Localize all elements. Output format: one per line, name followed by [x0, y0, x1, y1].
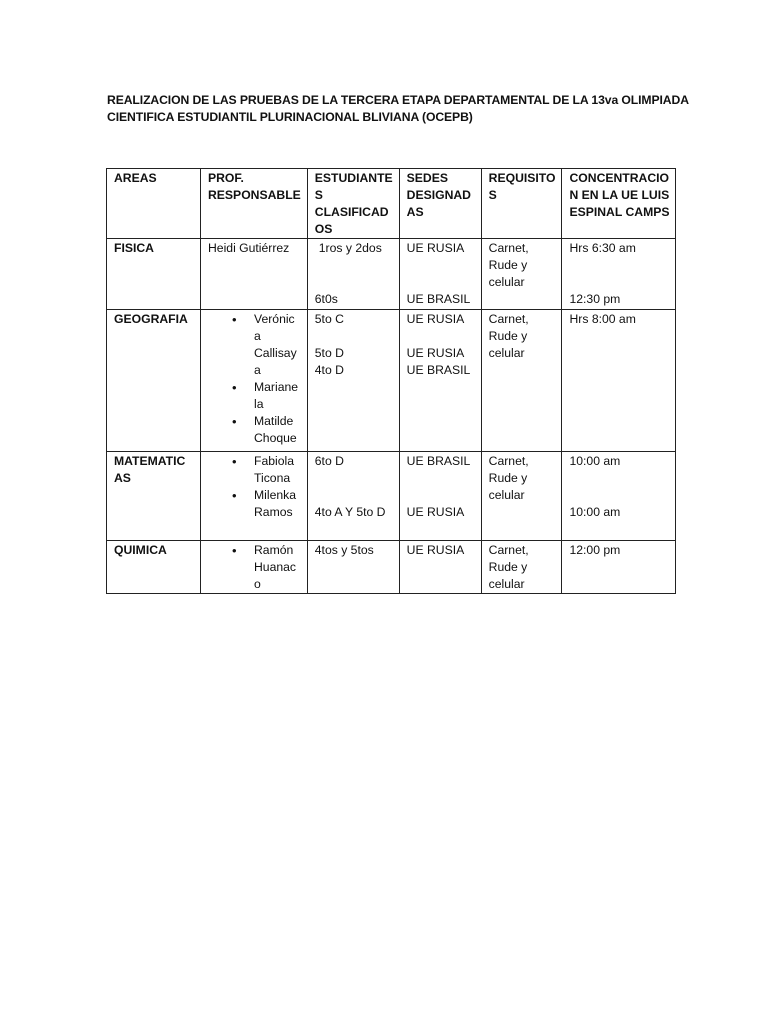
table-row: [107, 310, 676, 452]
list-item: • Fabiola Ticona: [232, 453, 290, 487]
sedes-cell: UE RUSIA UE BRASIL: [399, 239, 481, 310]
header-row: [107, 169, 676, 239]
header-requisitos: REQUISITO S: [481, 169, 562, 239]
prof-list: [208, 311, 301, 447]
estudiantes-cell: 4tos y 5tos: [307, 541, 399, 594]
list-item: • Mariane la: [232, 379, 290, 413]
prof-cell: Heidi Gutiérrez: [201, 239, 308, 310]
prof-cell: [201, 452, 308, 541]
estudiantes-cell: 5to C 5to D 4to D: [307, 310, 399, 452]
concentracion-cell: 12:00 pm: [562, 541, 676, 594]
title-line-2: CIENTIFICA ESTUDIANTIL PLURINACIONAL BLIVIANA (OCEPB): [107, 110, 473, 124]
requisitos-cell: Carnet, Rude y celular: [481, 239, 562, 310]
requisitos-cell: Carnet, Rude y celular: [481, 310, 562, 452]
title-line-1: REALIZACION DE LAS PRUEBAS DE LA TERCERA ETAPA DEPARTAMENTAL DE LA 13va OLIMPIADA: [107, 93, 689, 107]
document-title: [107, 92, 687, 126]
area-cell: QUIMICA: [107, 541, 201, 594]
header-concentracion: CONCENTRACIO N EN LA UE LUIS ESPINAL CAMPS: [562, 169, 676, 239]
sedes-cell: UE BRASIL UE RUSIA: [399, 452, 481, 541]
concentracion-cell: 10:00 am 10:00 am: [562, 452, 676, 541]
list-item: • Matilde Choque: [232, 413, 290, 447]
table-row: [107, 239, 676, 310]
list-item: • Ramón Huanac o: [232, 542, 290, 593]
header-estudiantes: ESTUDIANTE S CLASIFICAD OS: [307, 169, 399, 239]
list-item: • Verónic a Callisay a: [232, 311, 290, 379]
estudiantes-cell: 1ros y 2dos 6t0s: [307, 239, 399, 310]
concentracion-cell: Hrs 8:00 am: [562, 310, 676, 452]
list-item: • Milenka Ramos: [232, 487, 290, 521]
requisitos-cell: Carnet, Rude y celular: [481, 452, 562, 541]
table-row: [107, 541, 676, 594]
table-row: [107, 452, 676, 541]
prof-list: [208, 453, 301, 521]
area-cell: FISICA: [107, 239, 201, 310]
header-prof: PROF. RESPONSABLE: [201, 169, 308, 239]
sedes-cell: UE RUSIA: [399, 541, 481, 594]
header-areas: AREAS: [107, 169, 201, 239]
concentracion-cell: Hrs 6:30 am 12:30 pm: [562, 239, 676, 310]
estudiantes-cell: 6to D 4to A Y 5to D: [307, 452, 399, 541]
sedes-cell: UE RUSIA UE RUSIA UE BRASIL: [399, 310, 481, 452]
area-cell: GEOGRAFIA: [107, 310, 201, 452]
prof-list: [208, 542, 301, 593]
header-sedes: SEDES DESIGNAD AS: [399, 169, 481, 239]
prof-cell: [201, 310, 308, 452]
prof-cell: [201, 541, 308, 594]
area-cell: MATEMATIC AS: [107, 452, 201, 541]
requisitos-cell: Carnet, Rude y celular: [481, 541, 562, 594]
schedule-table: [106, 168, 676, 594]
